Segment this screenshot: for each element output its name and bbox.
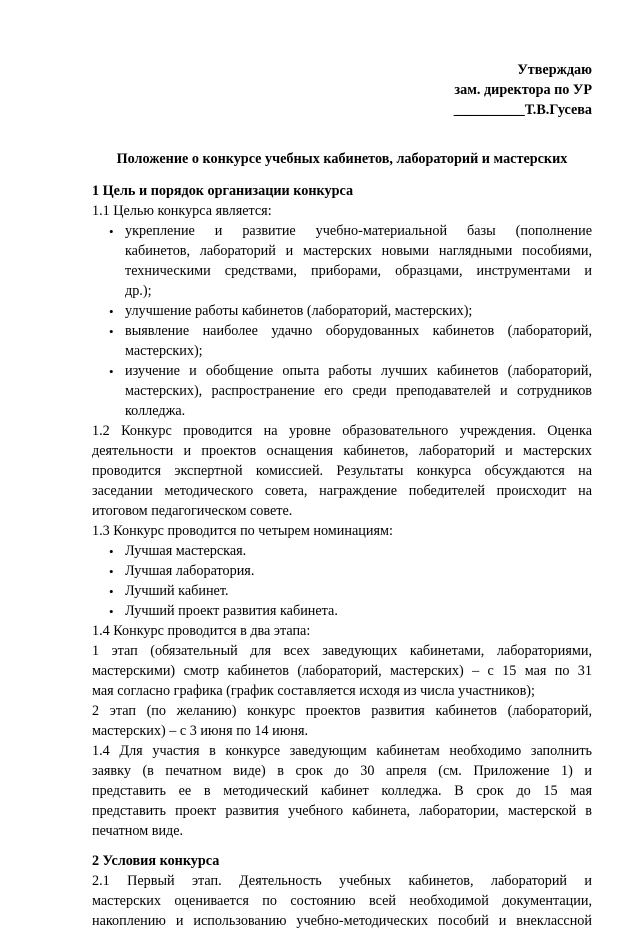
bullet-icon: •: [109, 604, 114, 619]
bullet-icon: •: [109, 324, 114, 339]
paragraph-1-2-line: проводится экспертной комиссией. Результаты конкурса обсуждаются на: [92, 463, 592, 479]
bullet-icon: •: [109, 544, 114, 559]
nomination-item: Лучший проект развития кабинета.: [125, 603, 338, 619]
stages-line: мастерских) – с 3 июня по 14 июня.: [92, 723, 309, 739]
approval-line-1: Утверждаю: [517, 62, 592, 78]
nomination-item: Лучшая лаборатория.: [125, 563, 255, 579]
paragraph-2-1-line: 2.1 Первый этап. Деятельность учебных кабинетов, лабораторий и: [92, 873, 592, 889]
goal-line: улучшение работы кабинетов (лабораторий, мастерских);: [125, 303, 473, 319]
bullet-icon: •: [109, 304, 114, 319]
stages-line: мастерскими) смотр кабинетов (лабораторий, мастерских) – с 15 мая по 31: [92, 663, 592, 679]
nomination-item: Лучшая мастерская.: [125, 543, 247, 559]
stages-line: мая согласно графика (график составляется исходя из числа участников);: [92, 683, 535, 699]
approval-line-3: __________Т.В.Гусева: [453, 102, 592, 118]
section-1-heading: 1 Цель и порядок организации конкурса: [92, 183, 354, 199]
paragraph-1-3: 1.3 Конкурс проводится по четырем номинациям:: [92, 523, 393, 539]
goal-line: техническими средствами, приборами, образцами, инструментами и: [125, 263, 592, 279]
goal-line: др.);: [125, 283, 152, 299]
paragraph-1-4b-line: представить ее в методический кабинет колледжа. В срок до 15 мая: [92, 783, 592, 799]
stages-line: 2 этап (по желанию) конкурс проектов развития кабинетов (лабораторий,: [92, 703, 592, 719]
approval-block: [292, 60, 592, 120]
paragraph-1-4b-line: представить проект развития учебного кабинета, лаборатории, мастерской в: [92, 803, 592, 819]
paragraph-1-4: 1.4 Конкурс проводится в два этапа:: [92, 623, 311, 639]
approval-line-2: зам. директора по УР: [454, 82, 592, 98]
paragraph-1-4b-line: 1.4 Для участия в конкурсе заведующим кабинетам необходимо заполнить: [92, 743, 592, 759]
paragraph-2-1-line: накоплению и использованию учебно-методических пособий и внеклассной: [92, 913, 592, 929]
bullet-icon: •: [109, 364, 114, 379]
paragraph-1-2-line: деятельности и проектов оснащения кабинетов, лабораторий и мастерских: [92, 443, 592, 459]
goal-line: изучение и обобщение опыта работы лучших кабинетов (лабораторий,: [125, 363, 592, 379]
nomination-item: Лучший кабинет.: [125, 583, 229, 599]
bullet-icon: •: [109, 224, 114, 239]
paragraph-2-1-line: мастерских оценивается по состоянию всей необходимой документации,: [92, 893, 592, 909]
stages-line: 1 этап (обязательный для всех заведующих кабинетами, лабораториями,: [92, 643, 592, 659]
goal-line: кабинетов, лабораторий и мастерских новыми наглядными пособиями,: [125, 243, 592, 259]
paragraph-1-2-line: итоговом педагогическом совете.: [92, 503, 293, 519]
paragraph-1-2-line: 1.2 Конкурс проводится на уровне образовательного учреждения. Оценка: [92, 423, 592, 439]
paragraph-1-4b-line: печатном виде.: [92, 823, 184, 839]
paragraph-1-1: 1.1 Целью конкурса является:: [92, 203, 272, 219]
goal-line: укрепление и развитие учебно-материальной базы (пополнение: [125, 223, 592, 239]
section-2-heading: 2 Условия конкурса: [92, 853, 220, 869]
paragraph-1-4b-line: заявку (в печатном виде) в срок до 30 апреля (см. Приложение 1) и: [92, 763, 592, 779]
goal-line: колледжа.: [125, 403, 186, 419]
paragraph-1-2-line: заседании методического совета, награждение победителей происходит на: [92, 483, 592, 499]
goal-line: мастерских);: [125, 343, 203, 359]
bullet-icon: •: [109, 564, 114, 579]
bullet-icon: •: [109, 584, 114, 599]
goal-line: мастерских), распространение его среди преподавателей и сотрудников: [125, 383, 592, 399]
document-title: Положение о конкурсе учебных кабинетов, лабораторий и мастерских: [116, 151, 568, 167]
goal-line: выявление наиболее удачно оборудованных кабинетов (лабораторий,: [125, 323, 592, 339]
